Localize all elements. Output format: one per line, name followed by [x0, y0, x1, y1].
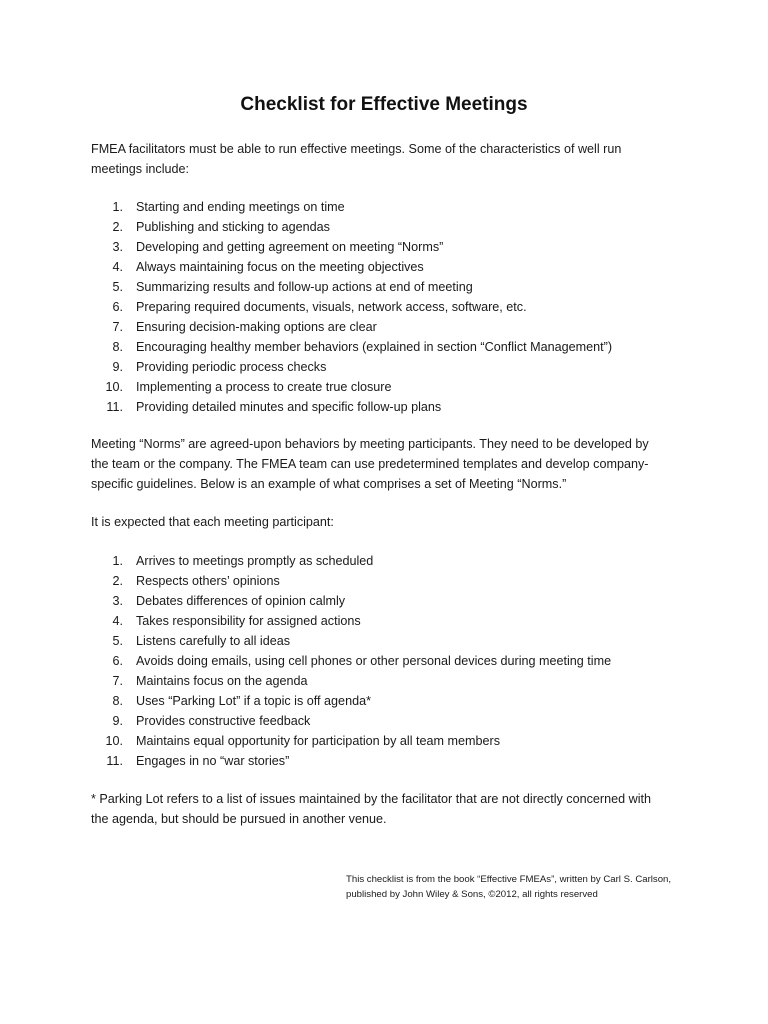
norm-item [91, 751, 691, 771]
list-item-number: 11. [106, 400, 123, 414]
list-item-text: Avoids doing emails, using cell phones or other personal devices during meeting time [136, 654, 612, 668]
document-title: Checklist for Effective Meetings [240, 94, 528, 115]
list-item-number: 2. [112, 574, 123, 588]
list-item-text: Publishing and sticking to agendas [136, 220, 330, 234]
list-item-number: 5. [112, 634, 123, 648]
list-item-number: 4. [112, 260, 123, 274]
norm-item [91, 711, 691, 731]
list-item-number: 11. [106, 754, 123, 768]
characteristic-item [91, 297, 691, 317]
norm-item [91, 611, 691, 631]
norm-item [91, 631, 691, 651]
intro-paragraph: FMEA facilitators must be able to run effective meetings. Some of the characteristics of well run meetings include: [91, 142, 622, 176]
list-item-text: Respects others’ opinions [136, 574, 280, 588]
characteristic-item [91, 337, 691, 357]
list-item-number: 6. [112, 300, 123, 314]
characteristic-item [91, 397, 691, 417]
list-item-text: Provides constructive feedback [136, 714, 311, 728]
expected-intro-paragraph: It is expected that each meeting participant: [91, 515, 334, 529]
list-item-number: 3. [112, 594, 123, 608]
norm-item [91, 731, 691, 751]
characteristic-item [91, 237, 691, 257]
list-item-text: Listens carefully to all ideas [136, 634, 291, 648]
list-item-text: Preparing required documents, visuals, network access, software, etc. [136, 300, 527, 314]
list-item-number: 1. [112, 200, 123, 214]
list-item-text: Takes responsibility for assigned actions [136, 614, 361, 628]
norm-item [91, 671, 691, 691]
norm-item [91, 691, 691, 711]
characteristic-item [91, 257, 691, 277]
list-item-text: Encouraging healthy member behaviors (explained in section “Conflict Management”) [136, 340, 613, 354]
list-item-text: Implementing a process to create true closure [136, 380, 392, 394]
norms-list [91, 551, 691, 771]
list-item-number: 8. [112, 340, 123, 354]
list-item-text: Maintains focus on the agenda [136, 674, 308, 688]
list-item-number: 7. [112, 674, 123, 688]
list-item-number: 9. [112, 714, 123, 728]
list-item-text: Arrives to meetings promptly as scheduled [136, 554, 374, 568]
list-item-number: 7. [112, 320, 123, 334]
characteristic-item [91, 277, 691, 297]
list-item-text: Starting and ending meetings on time [136, 200, 345, 214]
norm-item [91, 551, 691, 571]
list-item-number: 10. [105, 380, 123, 394]
norms-intro-paragraph: Meeting “Norms” are agreed-upon behaviors by meeting participants. They need to be developed by the team or the company. The FMEA team can use predetermined templates and develop company-specific guidelines. Below is an example of what comprises a set of Meeting “Norms.” [91, 437, 649, 491]
list-item-number: 3. [112, 240, 123, 254]
list-item-text: Uses “Parking Lot” if a topic is off agenda* [136, 694, 371, 708]
list-item-number: 8. [112, 694, 123, 708]
list-item-number: 5. [112, 280, 123, 294]
list-item-text: Engages in no “war stories” [136, 754, 290, 768]
characteristic-item [91, 357, 691, 377]
book-citation: This checklist is from the book “Effective FMEAs”, written by Carl S. Carlson, published by John Wiley & Sons, ©2012, all rights reserved [346, 874, 672, 900]
list-item-text: Summarizing results and follow-up actions at end of meeting [136, 280, 473, 294]
norm-item [91, 651, 691, 671]
list-item-text: Debates differences of opinion calmly [136, 594, 346, 608]
list-item-number: 9. [112, 360, 123, 374]
list-item-number: 4. [112, 614, 123, 628]
parking-lot-footnote: * Parking Lot refers to a list of issues maintained by the facilitator that are not directly concerned with the agenda, but should be pursued in another venue. [91, 792, 652, 826]
list-item-number: 6. [112, 654, 123, 668]
list-item-number: 2. [112, 220, 123, 234]
list-item-text: Developing and getting agreement on meeting “Norms” [136, 240, 444, 254]
list-item-text: Ensuring decision-making options are clear [136, 320, 377, 334]
characteristic-item [91, 377, 691, 397]
list-item-text: Maintains equal opportunity for participation by all team members [136, 734, 501, 748]
characteristic-item [91, 317, 691, 337]
norm-item [91, 591, 691, 611]
list-item-text: Always maintaining focus on the meeting objectives [136, 260, 424, 274]
characteristic-item [91, 197, 691, 217]
list-item-text: Providing periodic process checks [136, 360, 327, 374]
list-item-text: Providing detailed minutes and specific follow-up plans [136, 400, 442, 414]
list-item-number: 1. [112, 554, 123, 568]
norm-item [91, 571, 691, 591]
characteristics-list [91, 197, 691, 417]
list-item-number: 10. [105, 734, 123, 748]
characteristic-item [91, 217, 691, 237]
